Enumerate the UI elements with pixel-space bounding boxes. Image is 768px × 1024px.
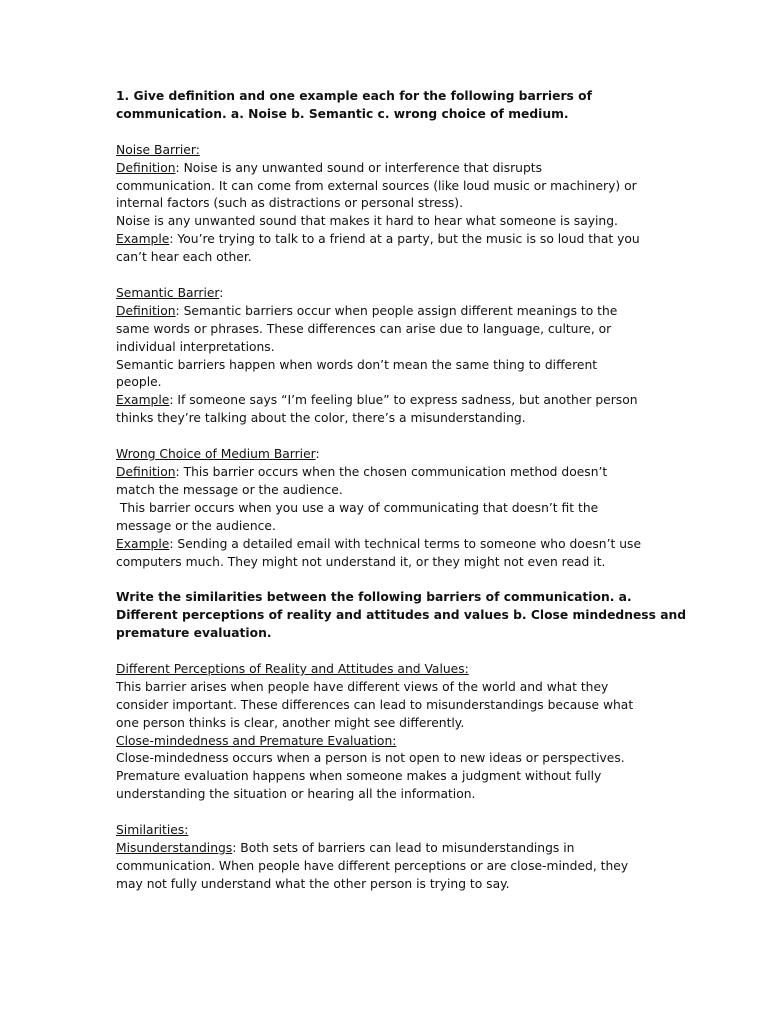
question-2-title-line: premature evaluation. xyxy=(116,626,272,641)
medium-definition-text: : This barrier occurs when the chosen communication method doesn’t xyxy=(175,464,608,479)
spacer xyxy=(116,804,656,822)
medium-example-line xyxy=(116,536,656,554)
similarities-item-cont: communication. When people have different perceptions or are close-minded, they xyxy=(116,858,629,873)
heading-suffix: : xyxy=(219,285,224,300)
similarities-item-text: : Both sets of barriers can lead to misunderstandings in xyxy=(232,840,575,855)
noise-definition-cont: internal factors (such as distractions or personal stress). xyxy=(116,196,464,211)
noise-example-text: : You’re trying to talk to a friend at a party, but the music is so loud that you xyxy=(169,232,640,247)
example-label: Example xyxy=(116,232,170,247)
noise-definition-text: : Noise is any unwanted sound or interference that disrupts xyxy=(175,160,542,175)
perceptions-text: This barrier arises when people have different views of the world and what they xyxy=(116,679,609,694)
perceptions-heading: Different Perceptions of Reality and Attitudes and Values: xyxy=(116,661,469,676)
closemind-text: Premature evaluation happens when someone makes a judgment without fully xyxy=(116,769,602,784)
spacer xyxy=(116,428,656,446)
perceptions-text: one person thinks is clear, another might see differently. xyxy=(116,715,465,730)
closemind-heading: Close-mindedness and Premature Evaluation: xyxy=(116,733,397,748)
spacer xyxy=(116,267,656,285)
semantic-definition-cont: individual interpretations. xyxy=(116,339,275,354)
misunderstandings-label: Misunderstandings xyxy=(116,840,233,855)
noise-definition-cont: communication. It can come from external sources (like loud music or machinery) or xyxy=(116,178,637,193)
question-2-title-line: Write the similarities between the following barriers of communication. a. xyxy=(116,590,632,605)
semantic-example-line xyxy=(116,392,656,410)
spacer xyxy=(116,124,656,142)
semantic-heading-line xyxy=(116,285,656,303)
similarities-heading-line xyxy=(116,822,656,840)
perceptions-text: consider important. These differences can lead to misunderstandings because what xyxy=(116,697,634,712)
noise-example-cont: can’t hear each other. xyxy=(116,250,252,265)
example-label: Example xyxy=(116,393,170,408)
perceptions-heading-line xyxy=(116,661,656,679)
noise-heading-line xyxy=(116,142,656,160)
spacer xyxy=(116,571,656,589)
semantic-definition-cont: Semantic barriers happen when words don’t mean the same thing to different xyxy=(116,357,598,372)
medium-example-text: : Sending a detailed email with technical terms to someone who doesn’t use xyxy=(169,536,642,551)
noise-definition-cont: Noise is any unwanted sound that makes it hard to hear what someone is saying. xyxy=(116,214,618,229)
question-2-title-line: Different perceptions of reality and attitudes and values b. Close mindedness and xyxy=(116,608,687,623)
medium-definition-cont: This barrier occurs when you use a way of communicating that doesn’t fit the xyxy=(116,500,599,515)
medium-heading: Wrong Choice of Medium Barrier xyxy=(116,447,316,462)
definition-label: Definition xyxy=(116,160,176,175)
semantic-definition-cont: people. xyxy=(116,375,162,390)
medium-definition-cont: message or the audience. xyxy=(116,518,276,533)
semantic-example-text: : If someone says “I’m feeling blue” to express sadness, but another person xyxy=(169,393,638,408)
document-page xyxy=(116,88,687,894)
medium-definition-cont: match the message or the audience. xyxy=(116,482,343,497)
definition-label: Definition xyxy=(116,464,176,479)
similarities-item-cont: may not fully understand what the other person is trying to say. xyxy=(116,876,510,891)
semantic-heading: Semantic Barrier xyxy=(116,285,220,300)
heading-suffix: : xyxy=(315,447,320,462)
medium-example-cont: computers much. They might not understand it, or they might not even read it. xyxy=(116,554,606,569)
closemind-text: understanding the situation or hearing all the information. xyxy=(116,787,476,802)
example-label: Example xyxy=(116,536,170,551)
semantic-example-cont: thinks they’re talking about the color, there’s a misunderstanding. xyxy=(116,411,526,426)
question-1-title-line: communication. a. Noise b. Semantic c. wrong choice of medium. xyxy=(116,106,569,121)
medium-definition-line xyxy=(116,464,656,482)
similarities-item-line xyxy=(116,840,656,858)
semantic-definition-text: : Semantic barriers occur when people assign different meanings to the xyxy=(175,303,618,318)
closemind-heading-line xyxy=(116,733,656,751)
spacer xyxy=(116,643,656,661)
semantic-definition-line xyxy=(116,303,656,321)
similarities-heading: Similarities: xyxy=(116,823,189,838)
definition-label: Definition xyxy=(116,303,176,318)
noise-definition-line xyxy=(116,160,656,178)
closemind-text: Close-mindedness occurs when a person is not open to new ideas or perspectives. xyxy=(116,751,625,766)
question-1-title-line: 1. Give definition and one example each for the following barriers of xyxy=(116,89,592,103)
semantic-definition-cont: same words or phrases. These differences can arise due to language, culture, or xyxy=(116,321,612,336)
medium-heading-line xyxy=(116,446,656,464)
noise-example-line xyxy=(116,231,656,249)
noise-heading: Noise Barrier: xyxy=(116,142,200,157)
